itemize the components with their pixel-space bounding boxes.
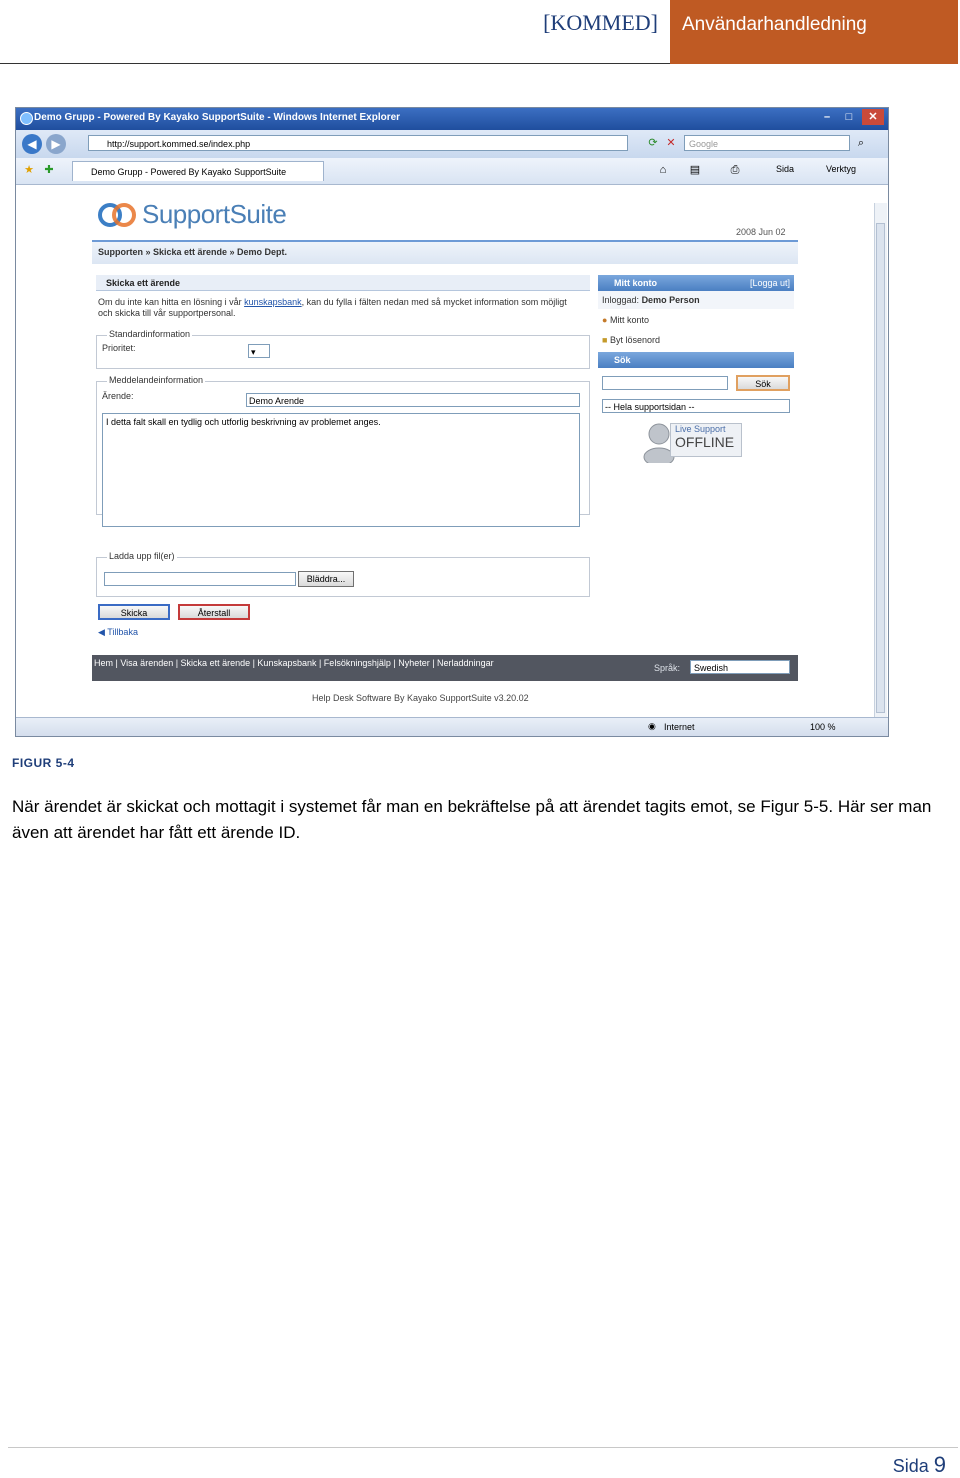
back-link[interactable]: ◀ Tillbaka <box>98 627 138 637</box>
message-textarea[interactable]: I detta falt skall en tydlig och utforlig beskrivning av problemet anges. <box>102 413 580 527</box>
stop-icon[interactable]: ✕ <box>666 137 676 149</box>
home-icon[interactable]: ⌂ <box>659 164 667 176</box>
logged-in-row: Inloggad: Demo Person <box>598 291 794 309</box>
search-input[interactable]: Google <box>684 135 850 151</box>
user-icon: ● <box>602 315 608 325</box>
browser-screenshot <box>15 107 889 737</box>
document-title: Användarhandledning <box>682 14 867 35</box>
priority-select[interactable]: ▾ <box>248 344 270 358</box>
tab-active[interactable]: Demo Grupp - Powered By Kayako SupportSuite <box>72 161 324 181</box>
zoom-level[interactable]: 100 % <box>810 722 836 732</box>
forward-icon[interactable]: ▶ <box>46 134 66 154</box>
live-support-badge[interactable] <box>642 421 746 463</box>
window-titlebar <box>16 108 888 130</box>
upload-legend: Ladda upp fil(er) <box>109 551 175 561</box>
page-content <box>16 185 874 717</box>
lock-icon: ■ <box>602 335 608 345</box>
figure-caption: FIGUR 5-4 <box>12 756 75 770</box>
maximize-icon[interactable]: □ <box>845 111 853 123</box>
back-icon[interactable]: ◀ <box>22 134 42 154</box>
my-account-link[interactable]: ● Mitt konto <box>602 315 649 325</box>
account-title: Mitt konto <box>614 278 657 288</box>
url-input[interactable]: http://support.kommed.se/index.php <box>88 135 628 151</box>
document-title-bar <box>670 0 958 64</box>
minimize-icon[interactable]: – <box>823 111 831 123</box>
standard-info-group <box>96 329 590 369</box>
scrollbar-thumb[interactable] <box>876 223 885 713</box>
site-search-input[interactable] <box>602 376 728 390</box>
kb-link[interactable]: kunskapsbank <box>244 297 302 307</box>
subject-input[interactable]: Demo Arende <box>246 393 580 407</box>
logo-rings-icon <box>98 201 138 229</box>
logged-in-user: Demo Person <box>641 295 700 305</box>
tools-menu[interactable]: Verktyg <box>826 164 857 174</box>
logout-link[interactable]: [Logga ut] <box>749 278 790 288</box>
section-title: Skicka ett ärende <box>96 275 590 291</box>
address-bar <box>16 130 888 158</box>
language-select[interactable]: Swedish <box>690 660 790 674</box>
internet-zone-icon: ◉ <box>648 721 656 731</box>
browse-button[interactable]: Bläddra... <box>298 571 354 587</box>
footer-links[interactable]: Hem | Visa ärenden | Skicka ett ärende | Kunskapsbank | Felsökningshjälp | Nyheter | Nerladdningar <box>94 658 494 668</box>
powered-by: Help Desk Software By Kayako SupportSuite v3.20.02 <box>312 693 529 703</box>
search-box-header <box>598 352 794 368</box>
message-info-legend: Meddelandeinformation <box>109 375 204 385</box>
live-support-line1: Live Support <box>675 424 726 434</box>
language-label: Språk: <box>654 663 681 673</box>
vertical-scrollbar[interactable] <box>874 203 887 717</box>
favorites-star-icon[interactable]: ★ <box>24 164 34 176</box>
site-search-button[interactable]: Sök <box>736 375 790 391</box>
breadcrumb[interactable]: Supporten » Skicka ett ärende » Demo Dept. <box>92 240 798 264</box>
feeds-icon[interactable]: ▤ <box>689 164 701 176</box>
intro-text: Om du inte kan hitta en lösning i vår kunskapsbank, kan du fylla i fälten nedan med så mycket information som möjligt och skicka till vår supportpersonal. <box>98 297 567 318</box>
add-favorite-icon[interactable]: ✚ <box>44 164 54 176</box>
search-title: Sök <box>614 355 631 365</box>
reset-button[interactable]: Återstall <box>178 604 250 620</box>
site-date: 2008 Jun 02 <box>736 227 786 237</box>
project-tag: [KOMMED] <box>543 10 658 35</box>
page-number: Sida 9 <box>892 1452 946 1477</box>
security-zone: Internet <box>664 722 695 732</box>
file-input[interactable] <box>104 572 296 586</box>
logo-text: SupportSuite <box>142 199 287 229</box>
account-box-header <box>598 275 794 291</box>
page-header <box>0 0 670 64</box>
standard-info-legend: Standardinformation <box>109 329 191 339</box>
search-icon[interactable]: ⌕ <box>857 137 865 149</box>
page-menu[interactable]: Sida <box>776 164 795 174</box>
change-password-link[interactable]: ■ Byt lösenord <box>602 335 660 345</box>
footer-nav <box>92 655 798 681</box>
priority-label: Prioritet: <box>102 343 136 353</box>
footer-divider <box>8 1447 958 1448</box>
live-support-status: OFFLINE <box>675 434 735 450</box>
back-arrow-icon: ◀ <box>98 627 108 637</box>
tab-bar <box>16 158 888 185</box>
subject-label: Ärende: <box>102 391 134 401</box>
refresh-icon[interactable]: ⟳ <box>648 137 658 149</box>
print-icon[interactable]: ⎙ <box>730 164 740 176</box>
search-scope-select[interactable]: -- Hela supportsidan -- <box>602 399 790 413</box>
window-title: Demo Grupp - Powered By Kayako SupportSuite - Windows Internet Explorer <box>34 112 401 123</box>
status-bar <box>16 717 888 737</box>
submit-button[interactable]: Skicka <box>98 604 170 620</box>
close-icon[interactable]: ✕ <box>862 109 884 125</box>
body-paragraph: När ärendet är skickat och mottagit i systemet får man en bekräftelse på att ärendet tagits emot, se Figur 5-5. Här ser man även att ärendet har fått ett ärende ID. <box>12 797 932 842</box>
ie-icon <box>20 112 33 125</box>
